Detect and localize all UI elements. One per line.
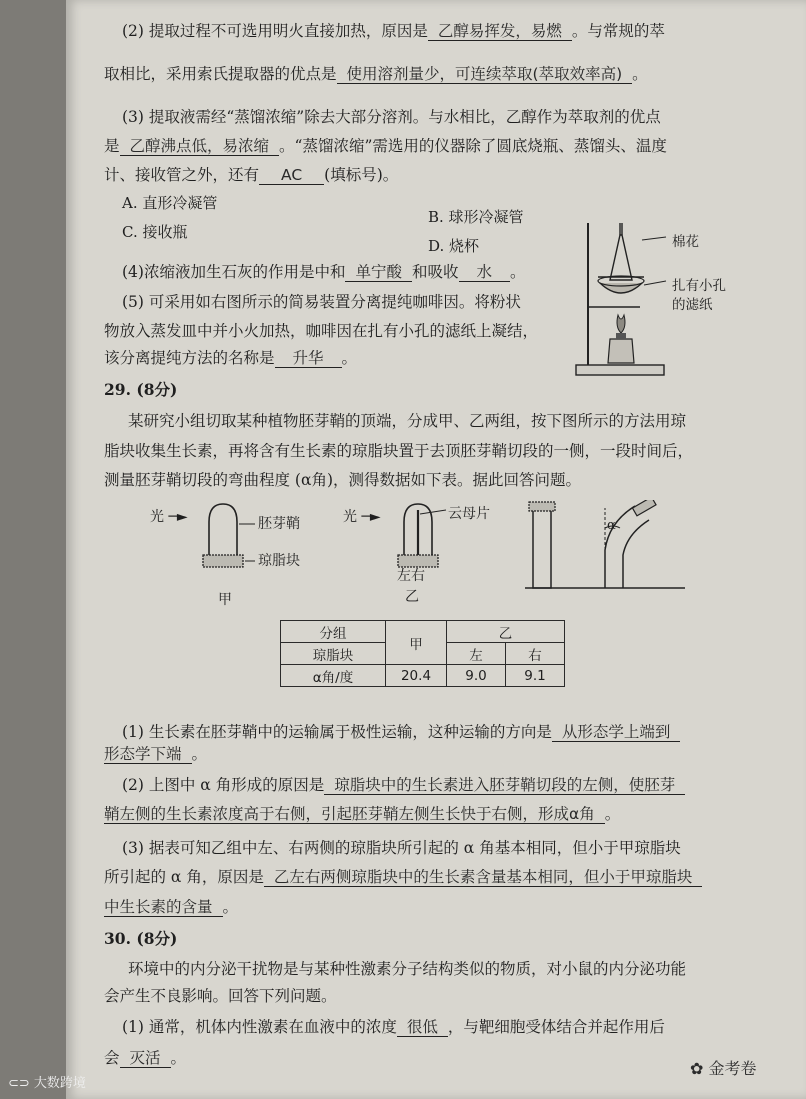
wechat-icon: ✿ (690, 1059, 709, 1078)
q29-sub1-line1: (1) 生长素在胚芽鞘中的运输属于极性运输，这种运输的方向是 从形态学上端到 (122, 721, 680, 743)
q28-part3-line3: 计、接收管之外，还有 AC (填标号)。 (104, 166, 399, 184)
label-light-jia: 光 ─► (150, 509, 188, 525)
answer: 鞘左侧的生长素浓度高于右侧，引起胚芽鞘左侧生长快于右侧，形成α角 (104, 805, 605, 824)
q28-part5-line3: 该分离提纯方法的名称是 升华 。 (104, 349, 358, 367)
answer: 形态学下端 (104, 745, 192, 764)
option-d: D. 烧杯 (428, 237, 480, 255)
q29-sub2-line1: (2) 上图中 α 角形成的原因是 琼脂块中的生长素进入胚芽鞘切段的左侧，使胚芽 (122, 774, 685, 796)
q28-part2-line2: 取相比，采用索氏提取器的优点是 使用溶剂量少，可连续萃取(萃取效率高) 。 (104, 65, 648, 83)
answer: 单宁酸 (345, 263, 412, 282)
watermark-left: ⊂⊃ 大数跨境 (8, 1076, 86, 1091)
q29-intro-line2: 脂块收集生长素，再将含有生长素的琼脂块置于去顶胚芽鞘切段的一侧，一段时间后， (104, 442, 694, 460)
answer: 升华 (275, 349, 342, 368)
watermark-logo-icon: ⊂⊃ (8, 1076, 34, 1091)
answer: 中生长素的含量 (104, 898, 223, 917)
table-header-left: 左 (447, 643, 506, 665)
answer: 乙左右两侧琼脂块中的生长素含量基本相同，但小于甲琼脂块 (264, 868, 703, 887)
q29-sub3-line1: (3) 据表可知乙组中左、右两侧的琼脂块所引起的 α 角基本相同，但小于甲琼脂块 (122, 839, 681, 857)
label-coleoptile: 胚芽鞘 (258, 516, 300, 532)
answer: 使用溶剂量少，可连续萃取(萃取效率高) (337, 65, 633, 84)
q28-part4: (4)浓缩液加生石灰的作用是中和 单宁酸 和吸收 水 。 (122, 263, 526, 281)
table-cell-right: 9.1 (506, 665, 565, 687)
figure-label-filter1: 扎有小孔 (672, 278, 726, 294)
q29-sub2-line2: 鞘左侧的生长素浓度高于右侧，引起胚芽鞘左侧生长快于右侧，形成α角 。 (104, 805, 621, 823)
q30-intro-line1: 环境中的内分泌干扰物是与某种性激素分子结构类似的物质，对小鼠的内分泌功能 (128, 960, 687, 978)
table-header-yi: 乙 (447, 621, 565, 643)
q29-sub3-line3: 中生长素的含量 。 (104, 898, 239, 916)
table-cell-jia: 20.4 (386, 665, 447, 687)
table-header-jia: 甲 (386, 621, 447, 665)
option-b: B. 球形冷凝管 (428, 208, 524, 226)
q29-intro-line3: 测量胚芽鞘切段的弯曲程度 (α角)，测得数据如下表。据此回答问题。 (104, 471, 581, 489)
watermark-right: ✿ 金考卷 (690, 1059, 757, 1078)
q28-part3-line2: 是 乙醇沸点低，易浓缩 。“蒸馏浓缩”需选用的仪器除了圆底烧瓶、蒸馏头、温度 (104, 137, 667, 155)
answer: AC (259, 166, 324, 185)
answer: 很低 (397, 1018, 448, 1037)
table-header-agar: 琼脂块 (281, 643, 386, 665)
q29-sub3-line2: 所引起的 α 角，原因是 乙左右两侧琼脂块中的生长素含量基本相同，但小于甲琼脂块 (104, 866, 702, 888)
label-light-yi: 光 ─► (343, 509, 381, 525)
figure-label-filter2: 的滤纸 (672, 297, 713, 313)
answer: 从形态学上端到 (552, 723, 681, 742)
q29-intro-line1: 某研究小组切取某种植物胚芽鞘的顶端，分成甲、乙两组，按下图所示的方法用琼 (128, 412, 687, 430)
q30-intro-line2: 会产生不良影响。回答下列问题。 (104, 987, 337, 1005)
answer: 琼脂块中的生长素进入胚芽鞘切段的左侧，使胚芽 (324, 776, 685, 795)
table-cell-left: 9.0 (447, 665, 506, 687)
option-c: C. 接收瓶 (122, 223, 188, 241)
option-a: A. 直形冷凝管 (122, 194, 218, 212)
label-yi: 乙 (405, 589, 419, 605)
figure-label-cotton: 棉花 (672, 234, 699, 250)
q28-part3-line1: (3) 提取液需经“蒸馏浓缩”除去大部分溶剂。与水相比，乙醇作为萃取剂的优点 (122, 108, 661, 126)
table-row-label-angle: α角/度 (281, 665, 386, 687)
label-jia: 甲 (218, 592, 232, 608)
question-29-heading: 29. (8分) (104, 380, 178, 399)
question-30-heading: 30. (8分) (104, 929, 178, 948)
table-header-right: 右 (506, 643, 565, 665)
q28-part5-line2: 物放入蒸发皿中并小火加热，咖啡因在扎有小孔的滤纸上凝结， (104, 322, 539, 340)
answer: 乙醇沸点低，易浓缩 (120, 137, 280, 156)
label-agar-block: 琼脂块 (258, 553, 300, 569)
table-header-group: 分组 (281, 621, 386, 643)
answer: 乙醇易挥发，易燃 (428, 22, 572, 41)
q30-sub1-line2: 会 灭活 。 (104, 1049, 187, 1067)
answer: 水 (459, 263, 511, 282)
q28-part2-line1: (2) 提取过程不可选用明火直接加热，原因是 乙醇易挥发，易燃 。与常规的萃 (122, 22, 665, 40)
label-mica: 云母片 (448, 506, 490, 522)
label-left-right: 左右 (397, 568, 425, 584)
auxin-data-table (280, 620, 565, 687)
q29-sub1-line2: 形态学下端 。 (104, 745, 208, 763)
q30-sub1-line1: (1) 通常，机体内性激素在血液中的浓度 很低 ，与靶细胞受体结合并起作用后 (122, 1018, 665, 1036)
q28-part5-line1: (5) 可采用如右图所示的简易装置分离提纯咖啡因。将粉状 (122, 293, 521, 311)
bending-angle-diagram (525, 500, 705, 595)
label-alpha: α (607, 518, 616, 533)
answer: 灭活 (120, 1049, 171, 1068)
